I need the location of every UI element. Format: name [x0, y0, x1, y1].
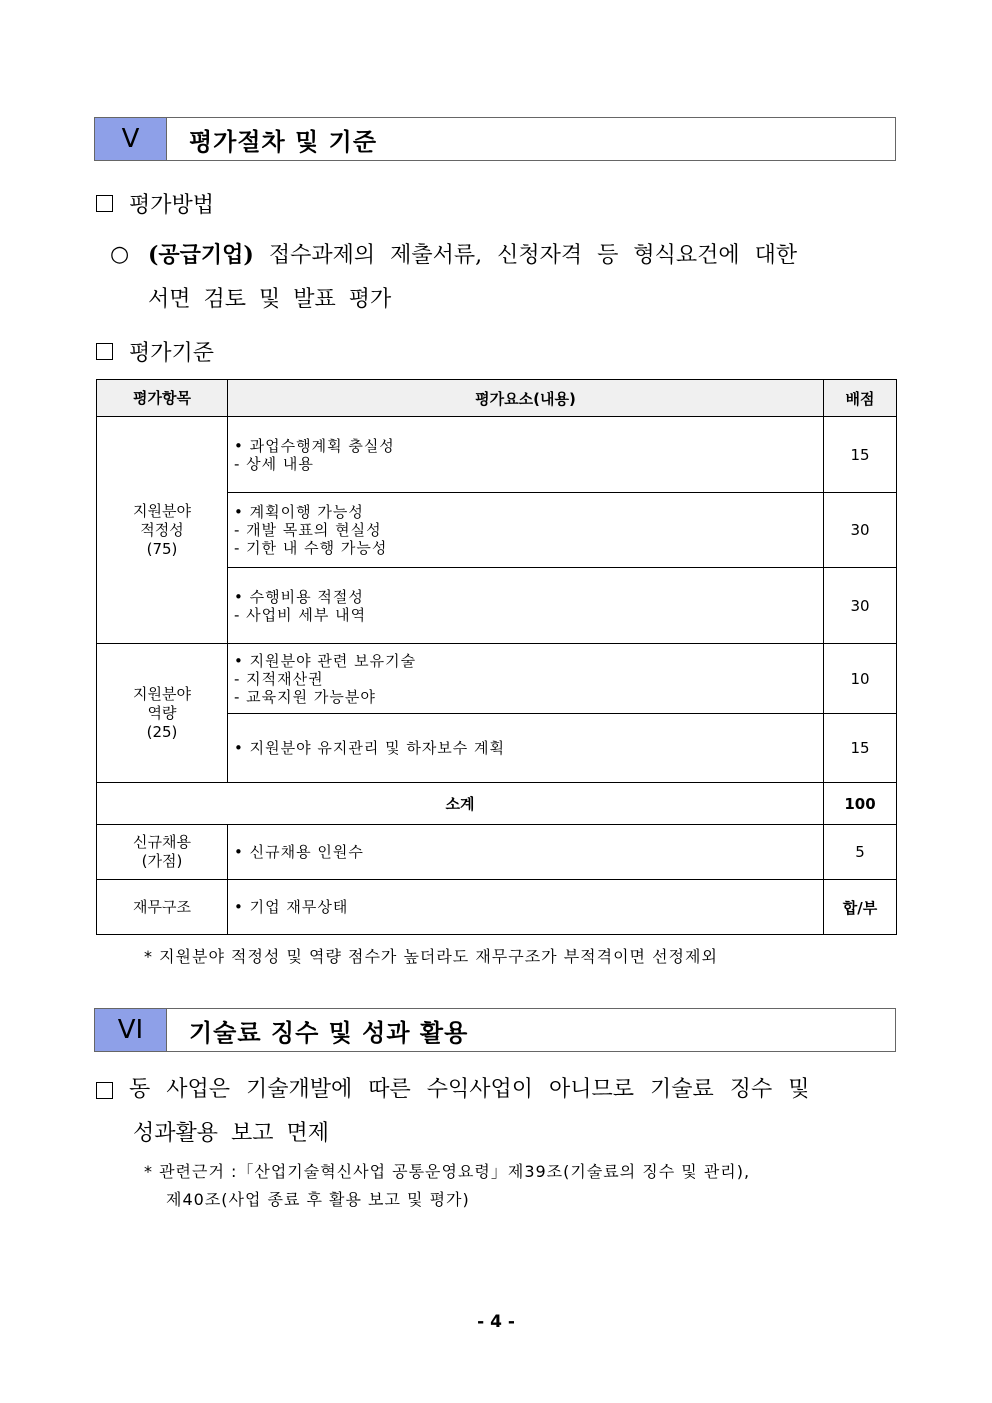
table-row [97, 880, 897, 935]
category-line: 신규채용 [133, 833, 191, 851]
criteria-heading-label: 평가기준 [129, 341, 215, 366]
item-line: - 교육지원 가능분야 [234, 687, 376, 706]
category-cell: 재무구조 [97, 880, 228, 935]
section-header-5 [94, 117, 896, 161]
legal-note [144, 1158, 750, 1214]
score-cell: 30 [824, 493, 897, 568]
section-title: 평가절차 및 기준 [189, 127, 377, 156]
method-text-2: 서면 검토 및 발표 평가 [148, 287, 392, 312]
fee-text-2: 성과활용 보고 면제 [133, 1121, 330, 1146]
method-line-1-text [148, 233, 900, 278]
table-row [97, 825, 897, 880]
subtotal-label: 소계 [97, 783, 824, 825]
category-line: 적정성 [140, 520, 184, 539]
table-row [97, 644, 897, 714]
method-text-1: 접수과제의 제출서류, 신청자격 등 형식요건에 대한 [253, 243, 798, 268]
item-line: • 수행비용 적절성 [234, 587, 364, 606]
method-heading [96, 188, 214, 219]
section-title: 기술료 징수 및 성과 활용 [189, 1018, 469, 1047]
table-row [97, 417, 897, 493]
section-number: VI [95, 1009, 167, 1051]
items-cell [228, 714, 824, 783]
fee-text-1: 동 사업은 기술개발에 따른 수익사업이 아니므로 기술료 징수 및 [129, 1077, 810, 1102]
method-heading-label: 평가방법 [129, 193, 215, 218]
category-line: 지원분야 [133, 684, 191, 703]
legal-note-line-1: * 관련근거 :「산업기술혁신사업 공통운영요령」제39조(기술료의 징수 및 관리), [144, 1162, 751, 1181]
header-elements: 평가요소(내용) [228, 380, 824, 417]
score-cell: 10 [824, 644, 897, 714]
item-line: • 지원분야 관련 보유기술 [234, 651, 417, 670]
method-line-1 [110, 233, 900, 278]
checkbox-icon [96, 1082, 113, 1099]
criteria-heading [96, 336, 214, 367]
checkbox-icon [96, 343, 113, 360]
page-number: - 4 - [477, 1312, 515, 1332]
items-cell: • 신규채용 인원수 [228, 825, 824, 880]
header-category: 평가항목 [97, 380, 228, 417]
item-line: - 지적재산권 [234, 669, 324, 688]
score-cell: 합/부 [824, 880, 897, 935]
item-line: - 사업비 세부 내역 [234, 605, 367, 624]
legal-note-line-2: 제40조(사업 종료 후 활용 보고 및 평가) [166, 1190, 470, 1209]
table-footnote: * 지원분야 적정성 및 역량 점수가 높더라도 재무구조가 부적격이면 선정제외 [144, 947, 718, 966]
items-cell [228, 568, 824, 644]
subtotal-score: 100 [824, 783, 897, 825]
category-line: 지원분야 [133, 501, 191, 520]
category-cell [97, 417, 228, 644]
fee-line-1 [96, 1068, 898, 1112]
item-line: • 계획이행 가능성 [234, 503, 364, 521]
category-line: (75) [146, 539, 178, 558]
subtotal-row [97, 783, 897, 825]
header-score: 배점 [824, 380, 897, 417]
method-bold: (공급기업) [148, 242, 254, 268]
items-cell [228, 644, 824, 714]
items-cell [228, 493, 824, 568]
method-paragraph [110, 233, 900, 322]
method-bullet: ○ [110, 242, 130, 267]
item-line: - 기한 내 수행 가능성 [234, 539, 388, 557]
category-line: 역량 [147, 703, 177, 722]
item-line: • 과업수행계획 충실성 [234, 436, 395, 455]
category-cell [97, 825, 228, 880]
fee-paragraph [96, 1068, 898, 1156]
section-number: V [95, 118, 167, 160]
section-header-6 [94, 1008, 896, 1052]
table-header-row [97, 380, 897, 417]
item-line: - 개발 목표의 현실성 [234, 521, 382, 539]
score-cell: 30 [824, 568, 897, 644]
category-cell [97, 644, 228, 783]
score-cell: 15 [824, 417, 897, 493]
items-cell [228, 417, 824, 493]
item-line: • 지원분야 유지관리 및 하자보수 계획 [234, 739, 506, 757]
checkbox-icon [96, 195, 113, 212]
score-cell: 15 [824, 714, 897, 783]
items-cell: • 기업 재무상태 [228, 880, 824, 935]
evaluation-table [96, 379, 897, 935]
score-cell: 5 [824, 825, 897, 880]
item-line: - 상세 내용 [234, 454, 314, 473]
category-line: (가점) [141, 852, 183, 870]
category-line: (25) [146, 722, 178, 741]
